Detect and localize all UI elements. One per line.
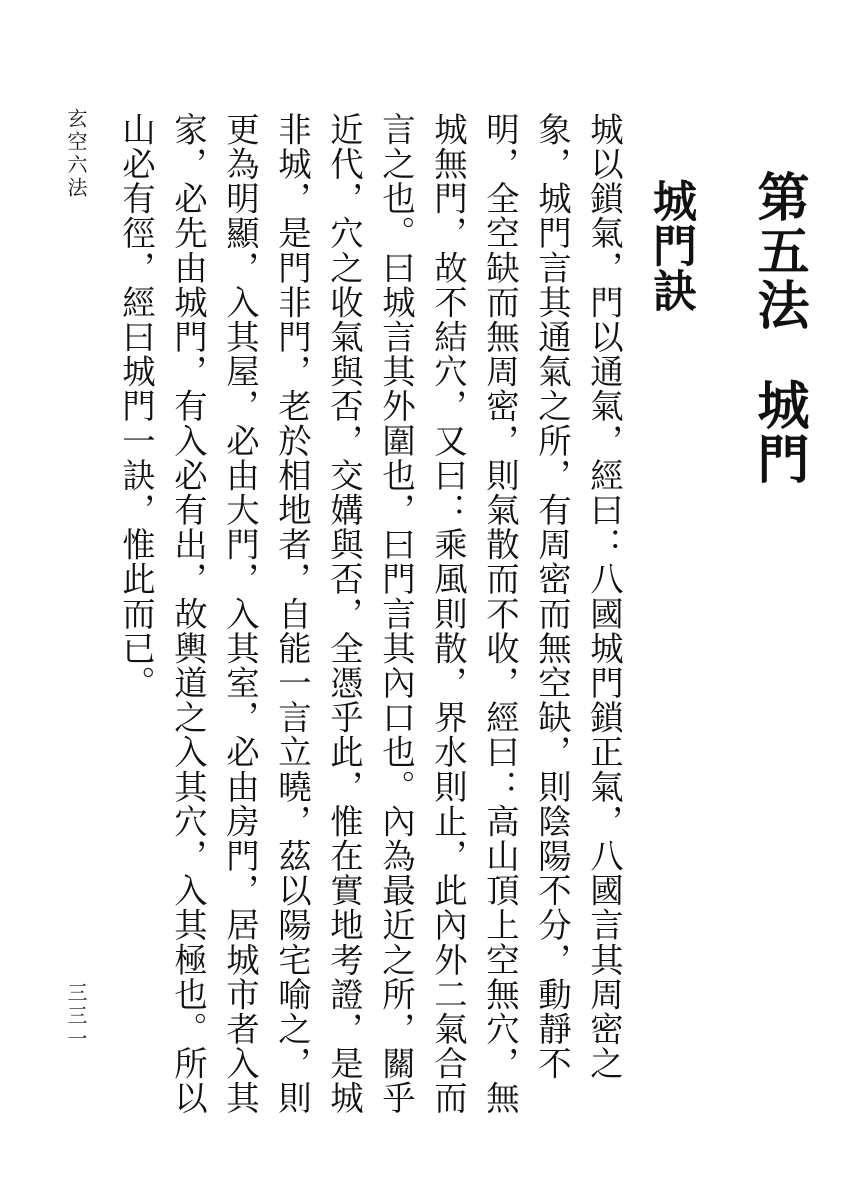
page-number: 三三一: [64, 982, 88, 1051]
body-paragraph: 城以鎖氣，門以通氣，經曰：八國城門鎖正氣，八國言其周密之象，城門言其通氣之所，有周密而無空缺，則陰陽不分，動靜不明，全空缺而無周密，則氣散而不收，經曰：高山頂上空無穴，無城無門，故不結穴，又曰：乘風則散，界水則止，此內外二氣合而言之也。曰城言其外圍也，曰門言其內口也。內為最近之所，關乎近代，穴之收氣與否，交媾與否，全憑乎此，惟在實地考證，是城非城，是門非門，老於相地者，自能一言立曉，茲以陽宅喻之，則更為明顯，入其屋，必由大門，入其室，必由房門，居城市者入其家，必先由城門，有入必有出，故輿道之入其穴，入其極也。所以山必有徑，經曰城門一訣，惟此而已。: [117, 112, 624, 1116]
chapter-heading: [748, 170, 808, 486]
chapter-number: 第五法: [748, 170, 808, 332]
body-text: [117, 112, 630, 1142]
chapter-name: 城門: [748, 378, 808, 486]
section-title: 城門訣: [645, 178, 696, 313]
running-title: 玄空六法: [64, 108, 88, 200]
